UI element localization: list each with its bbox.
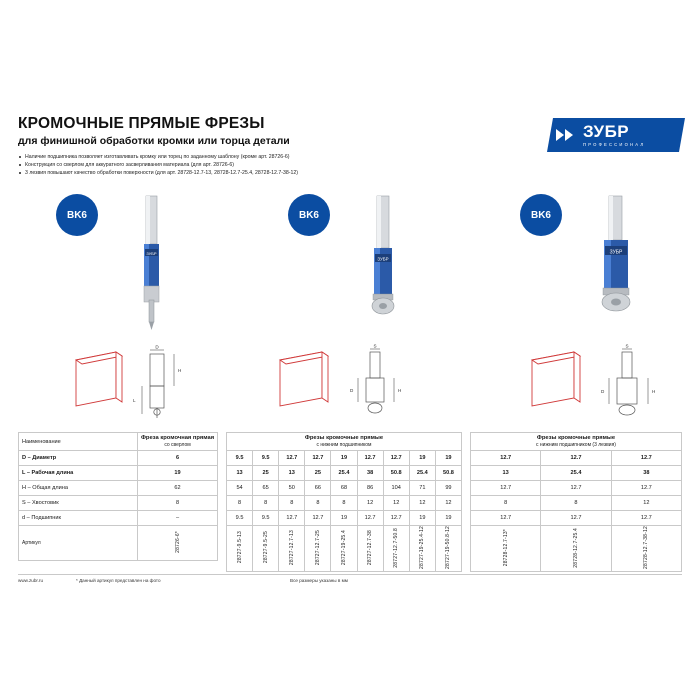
cell-value: 104 bbox=[383, 481, 409, 496]
cell-value: 12.7 bbox=[383, 451, 409, 466]
article-code: 28727-19-50.8-12 bbox=[445, 526, 452, 569]
svg-text:D: D bbox=[155, 344, 159, 350]
logo-text: ЗУБР bbox=[583, 122, 630, 141]
table-row bbox=[19, 496, 218, 511]
table-row bbox=[471, 451, 682, 466]
badge-bk6: BK6 bbox=[288, 194, 330, 236]
table-row bbox=[227, 451, 462, 466]
article-code: 28727-12.7-50.8 bbox=[393, 527, 400, 568]
table-single bbox=[18, 432, 218, 561]
cell-value: 12.7 bbox=[471, 451, 541, 466]
router-bit-drill bbox=[128, 194, 174, 334]
cell-value: 12.7 bbox=[279, 511, 305, 526]
cell-value: 50.8 bbox=[435, 466, 461, 481]
cell-value: 13 bbox=[471, 466, 541, 481]
cell-value: 9.5 bbox=[253, 511, 279, 526]
table-row bbox=[227, 481, 462, 496]
article-code: 28728-12.7-38-12 bbox=[643, 526, 650, 569]
cell-value: 13 bbox=[227, 466, 253, 481]
cell-value: 38 bbox=[611, 466, 681, 481]
cell-article bbox=[383, 526, 409, 572]
cell-value: 12 bbox=[357, 496, 383, 511]
cell-value: 25 bbox=[305, 466, 331, 481]
cell-value: 65 bbox=[253, 481, 279, 496]
article-code: 28727-12.7-25 bbox=[314, 529, 321, 566]
table-3blade bbox=[470, 432, 682, 572]
svg-text:D: D bbox=[350, 388, 354, 393]
svg-text:D: D bbox=[601, 389, 605, 394]
product-photos bbox=[18, 186, 682, 338]
svg-text:S: S bbox=[373, 344, 377, 349]
dimension-diagrams bbox=[18, 344, 682, 430]
cell-value: 50 bbox=[279, 481, 305, 496]
article-code: 28727-9.5-13 bbox=[236, 531, 243, 564]
cell-value: 8 bbox=[331, 496, 357, 511]
svg-text:H: H bbox=[398, 388, 402, 393]
cell-value: 12.7 bbox=[611, 481, 681, 496]
svg-text:H: H bbox=[178, 368, 182, 373]
table-row bbox=[19, 511, 218, 526]
cell-value: 12.7 bbox=[611, 451, 681, 466]
cell-value: 66 bbox=[305, 481, 331, 496]
article-code: 28726-6* bbox=[174, 531, 181, 553]
cell-value: 12.7 bbox=[541, 451, 611, 466]
double-arrow-icon bbox=[556, 127, 578, 143]
cell-value: 12 bbox=[435, 496, 461, 511]
article-code: 28727-9.5-25 bbox=[262, 531, 269, 564]
table-row-article bbox=[19, 526, 218, 561]
table-row-article bbox=[471, 526, 682, 572]
row-label: D – Диаметр bbox=[19, 451, 138, 466]
product-photo-1 bbox=[18, 186, 218, 338]
row-label: S – Хвостовик bbox=[19, 496, 138, 511]
row-label: H – Общая длина bbox=[19, 481, 138, 496]
table-row bbox=[471, 466, 682, 481]
diagram-1 bbox=[62, 344, 222, 430]
table-row bbox=[471, 481, 682, 496]
router-bit-bearing bbox=[360, 194, 406, 334]
footer-note-1: * Данный артикул представлен на фото bbox=[76, 578, 161, 583]
cell-value: 19 bbox=[409, 511, 435, 526]
table-row bbox=[19, 481, 218, 496]
group-subtitle: со сверлом bbox=[164, 442, 191, 448]
feature-list bbox=[18, 153, 682, 177]
router-bit-3blade bbox=[590, 194, 642, 334]
cell-value: 54 bbox=[227, 481, 253, 496]
cell-value: 12.7 bbox=[279, 451, 305, 466]
table-row bbox=[19, 451, 218, 466]
cell-value: 12.7 bbox=[611, 511, 681, 526]
cell-article bbox=[409, 526, 435, 572]
cell-article bbox=[227, 526, 253, 572]
cell-value: 68 bbox=[331, 481, 357, 496]
cell-value: 25.4 bbox=[409, 466, 435, 481]
table-row bbox=[19, 466, 218, 481]
cell-value: 9.5 bbox=[227, 511, 253, 526]
svg-text:ЗУБР: ЗУБР bbox=[146, 251, 157, 256]
cell-value: 12.7 bbox=[541, 511, 611, 526]
cell-value: 8 bbox=[253, 496, 279, 511]
svg-text:S: S bbox=[625, 344, 629, 349]
cell-value: 19 bbox=[435, 451, 461, 466]
article-code: 28727-12.7-13 bbox=[288, 529, 295, 566]
cell-article bbox=[253, 526, 279, 572]
cell-value: 8 bbox=[471, 496, 541, 511]
diagram-3 bbox=[518, 344, 688, 430]
row-label: d – Подшипник bbox=[19, 511, 138, 526]
cell-value: 8 bbox=[227, 496, 253, 511]
badge-bk6: BK6 bbox=[520, 194, 562, 236]
cell-value: 12.7 bbox=[471, 511, 541, 526]
cell-article bbox=[357, 526, 383, 572]
group-title: Фрезы кромочные прямые bbox=[304, 435, 384, 441]
article-code: 28727-19-25.4-12 bbox=[419, 526, 426, 569]
table-row bbox=[227, 511, 462, 526]
cell-value: 12.7 bbox=[305, 451, 331, 466]
cell-article bbox=[611, 526, 681, 572]
cell-value: 19 bbox=[331, 451, 357, 466]
group-title: Фреза кромочная прямая bbox=[140, 435, 215, 441]
table-row-article bbox=[227, 526, 462, 572]
cell-value: 19 bbox=[331, 511, 357, 526]
cell-article bbox=[305, 526, 331, 572]
table-straight bbox=[226, 432, 462, 572]
diagram-2 bbox=[270, 344, 460, 430]
footer bbox=[18, 574, 682, 583]
row-label: L – Рабочая длина bbox=[19, 466, 138, 481]
cell-article bbox=[435, 526, 461, 572]
table-header-group bbox=[227, 433, 462, 451]
svg-text:ЗУБР: ЗУБР bbox=[377, 256, 389, 262]
cell-value: 12 bbox=[383, 496, 409, 511]
footer-text bbox=[18, 575, 682, 583]
cell-value: 12 bbox=[409, 496, 435, 511]
cell-value: 12.7 bbox=[471, 481, 541, 496]
table-row bbox=[471, 496, 682, 511]
group-subtitle: с нижним подшипником (3 лезвия) bbox=[536, 442, 616, 448]
table-row bbox=[471, 511, 682, 526]
cell-value: 12.7 bbox=[541, 481, 611, 496]
cell-article bbox=[279, 526, 305, 572]
cell-value: 25.4 bbox=[541, 466, 611, 481]
article-code: 28728-12.7-13* bbox=[502, 528, 509, 567]
cell-value: 9.5 bbox=[253, 451, 279, 466]
cell-value: 9.5 bbox=[227, 451, 253, 466]
article-code: 28728-12.7-25.4 bbox=[572, 527, 579, 568]
cell-article bbox=[331, 526, 357, 572]
cell-value: 12.7 bbox=[383, 511, 409, 526]
table-row bbox=[227, 466, 462, 481]
cell-value: 19 bbox=[409, 451, 435, 466]
page-title: КРОМОЧНЫЕ ПРЯМЫЕ ФРЕЗЫ bbox=[18, 115, 265, 132]
cell-article bbox=[138, 526, 218, 561]
cell-value: 8 bbox=[279, 496, 305, 511]
cell-value: 86 bbox=[357, 481, 383, 496]
list-item: Наличие подшипника позволяет изготавливать кромку или торец по заданному шаблону (кроме арт. 28726-6) bbox=[18, 153, 682, 161]
cell-value: 38 bbox=[357, 466, 383, 481]
article-code: 28727-12.7-38 bbox=[367, 529, 374, 566]
cell-value: 50.8 bbox=[383, 466, 409, 481]
cell-value: 19 bbox=[138, 466, 218, 481]
badge-bk6: BK6 bbox=[56, 194, 98, 236]
cell-value: 25 bbox=[253, 466, 279, 481]
cell-value: 12.7 bbox=[357, 451, 383, 466]
svg-text:H: H bbox=[652, 389, 656, 394]
article-code: 28727-19-25.4 bbox=[340, 529, 347, 566]
cell-value: 13 bbox=[279, 466, 305, 481]
svg-text:L: L bbox=[133, 398, 136, 403]
cell-value: 71 bbox=[409, 481, 435, 496]
cell-value: 25.4 bbox=[331, 466, 357, 481]
cell-article bbox=[541, 526, 611, 572]
product-photo-3 bbox=[482, 186, 682, 338]
cell-value: 12 bbox=[611, 496, 681, 511]
list-item: Конструкция со сверлом для аккуратного засверливания материала (для арт. 28726-6) bbox=[18, 161, 682, 169]
cell-value: 6 bbox=[138, 451, 218, 466]
group-subtitle: с нижним подшипником bbox=[316, 442, 372, 448]
cell-value: 8 bbox=[138, 496, 218, 511]
cell-value: 99 bbox=[435, 481, 461, 496]
brand-logo bbox=[547, 118, 685, 152]
logo-inner bbox=[556, 123, 645, 147]
table-row bbox=[227, 496, 462, 511]
logo-subtext: ПРОФЕССИОНАЛ bbox=[583, 142, 646, 147]
product-photo-2 bbox=[250, 186, 450, 338]
svg-text:ЗУБР: ЗУБР bbox=[609, 249, 623, 256]
list-item: 3 лезвия повышают качество обработки поверхности (для арт. 28728-12.7-13, 28728-12.7-25.4, 28728-12.7-38-12) bbox=[18, 169, 682, 177]
cell-value: 12.7 bbox=[305, 511, 331, 526]
table-header-name: Наименование bbox=[19, 433, 138, 451]
cell-value: 12.7 bbox=[357, 511, 383, 526]
table-header-group bbox=[471, 433, 682, 451]
cell-value: 19 bbox=[435, 511, 461, 526]
cell-value: 8 bbox=[305, 496, 331, 511]
footer-site[interactable]: www.zubr.ru bbox=[18, 578, 44, 583]
cell-article bbox=[471, 526, 541, 572]
cell-value: – bbox=[138, 511, 218, 526]
group-title: Фрезы кромочные прямые bbox=[536, 435, 616, 441]
row-label: Артикул bbox=[19, 526, 138, 561]
footer-note-2: Все размеры указаны в мм bbox=[290, 578, 348, 583]
cell-value: 8 bbox=[541, 496, 611, 511]
cell-value: 62 bbox=[138, 481, 218, 496]
table-header-group bbox=[138, 433, 218, 451]
page-subtitle: для финишной обработки кромки или торца детали bbox=[18, 135, 290, 148]
